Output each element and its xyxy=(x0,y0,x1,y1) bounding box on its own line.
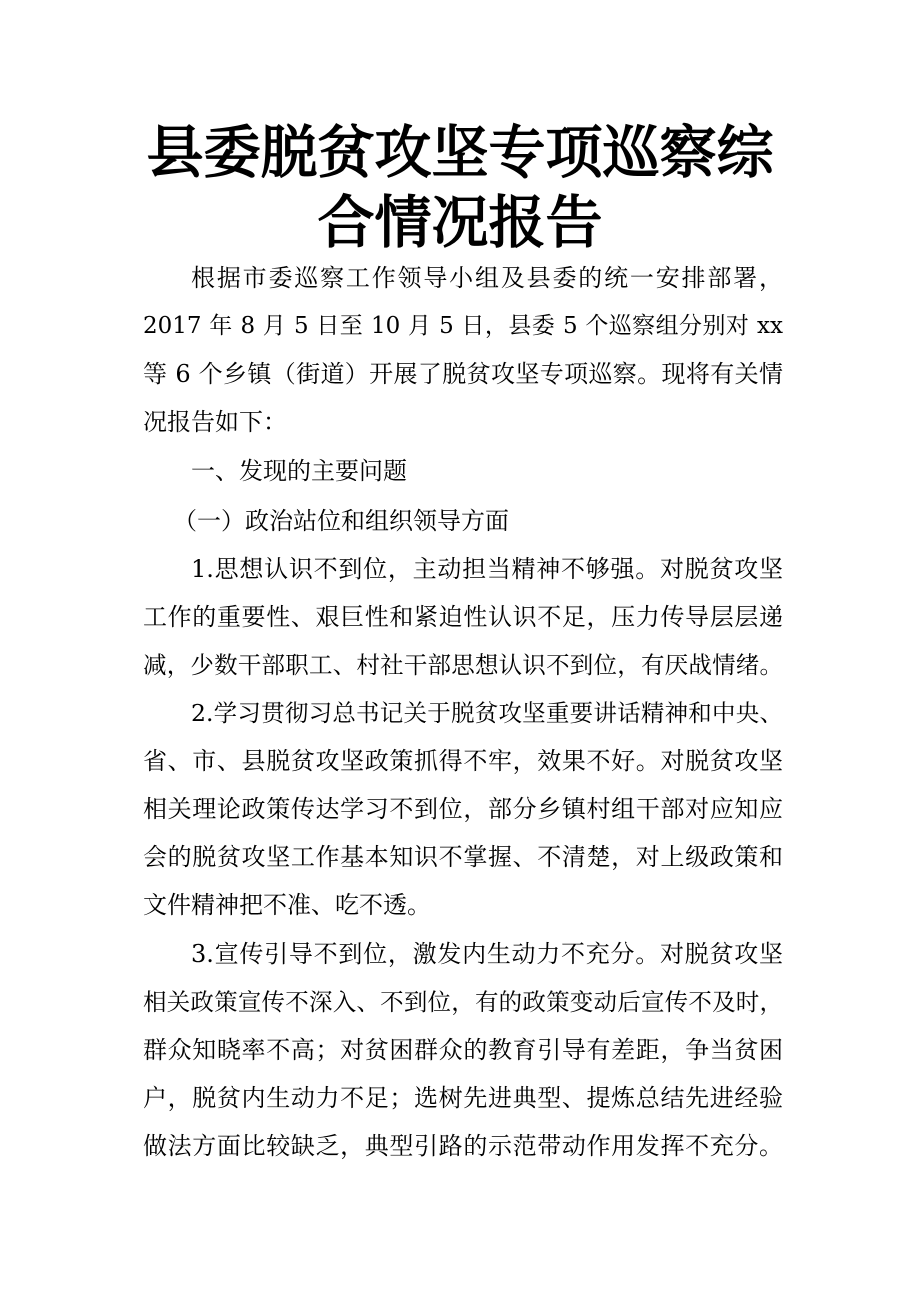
section-heading: 一、发现的主要问题 xyxy=(191,457,407,485)
paragraph-line: 减，少数干部职工、村社干部思想认识不到位，有厌战情绪。 xyxy=(143,651,783,679)
document-title-line-2: 合情况报告 xyxy=(317,190,603,256)
paragraph-line: 2017 年 8 月 5 日至 10 月 5 日，县委 5 个巡察组分别对 xx xyxy=(143,313,783,339)
paragraph-line: 会的脱贫攻坚工作基本知识不掌握、不清楚，对上级政策和 xyxy=(143,843,783,871)
subsection-heading: （一）政治站位和组织领导方面 xyxy=(173,507,509,535)
paragraph-line: 相关理论政策传达学习不到位，部分乡镇村组干部对应知应 xyxy=(143,795,783,823)
paragraph-line: 等 6 个乡镇（街道）开展了脱贫攻坚专项巡察。现将有关情 xyxy=(143,360,783,388)
paragraph-line: 相关政策宣传不深入、不到位，有的政策变动后宣传不及时， xyxy=(143,988,783,1016)
paragraph-line: 户，脱贫内生动力不足；选树先进典型、提炼总结先进经验 xyxy=(143,1084,783,1112)
paragraph-line: 文件精神把不准、吃不透。 xyxy=(143,891,431,919)
paragraph-line: 省、市、县脱贫攻坚政策抓得不牢，效果不好。对脱贫攻坚 xyxy=(143,747,783,775)
paragraph-line: 况报告如下： xyxy=(143,408,287,436)
document-title-line-1: 县委脱贫攻坚专项巡察综 xyxy=(146,120,774,186)
paragraph-line: 根据市委巡察工作领导小组及县委的统一安排部署， xyxy=(191,264,783,292)
paragraph-line: 2.学习贯彻习总书记关于脱贫攻坚重要讲话精神和中央、 xyxy=(191,699,783,727)
paragraph-line: 做法方面比较缺乏，典型引路的示范带动作用发挥不充分。 xyxy=(143,1132,783,1160)
paragraph-line: 3.宣传引导不到位，激发内生动力不充分。对脱贫攻坚 xyxy=(191,940,783,968)
paragraph-line: 群众知晓率不高；对贫困群众的教育引导有差距，争当贫困 xyxy=(143,1036,783,1064)
paragraph-line: 1.思想认识不到位，主动担当精神不够强。对脱贫攻坚 xyxy=(191,555,783,583)
paragraph-line: 工作的重要性、艰巨性和紧迫性认识不足，压力传导层层递 xyxy=(143,603,783,631)
